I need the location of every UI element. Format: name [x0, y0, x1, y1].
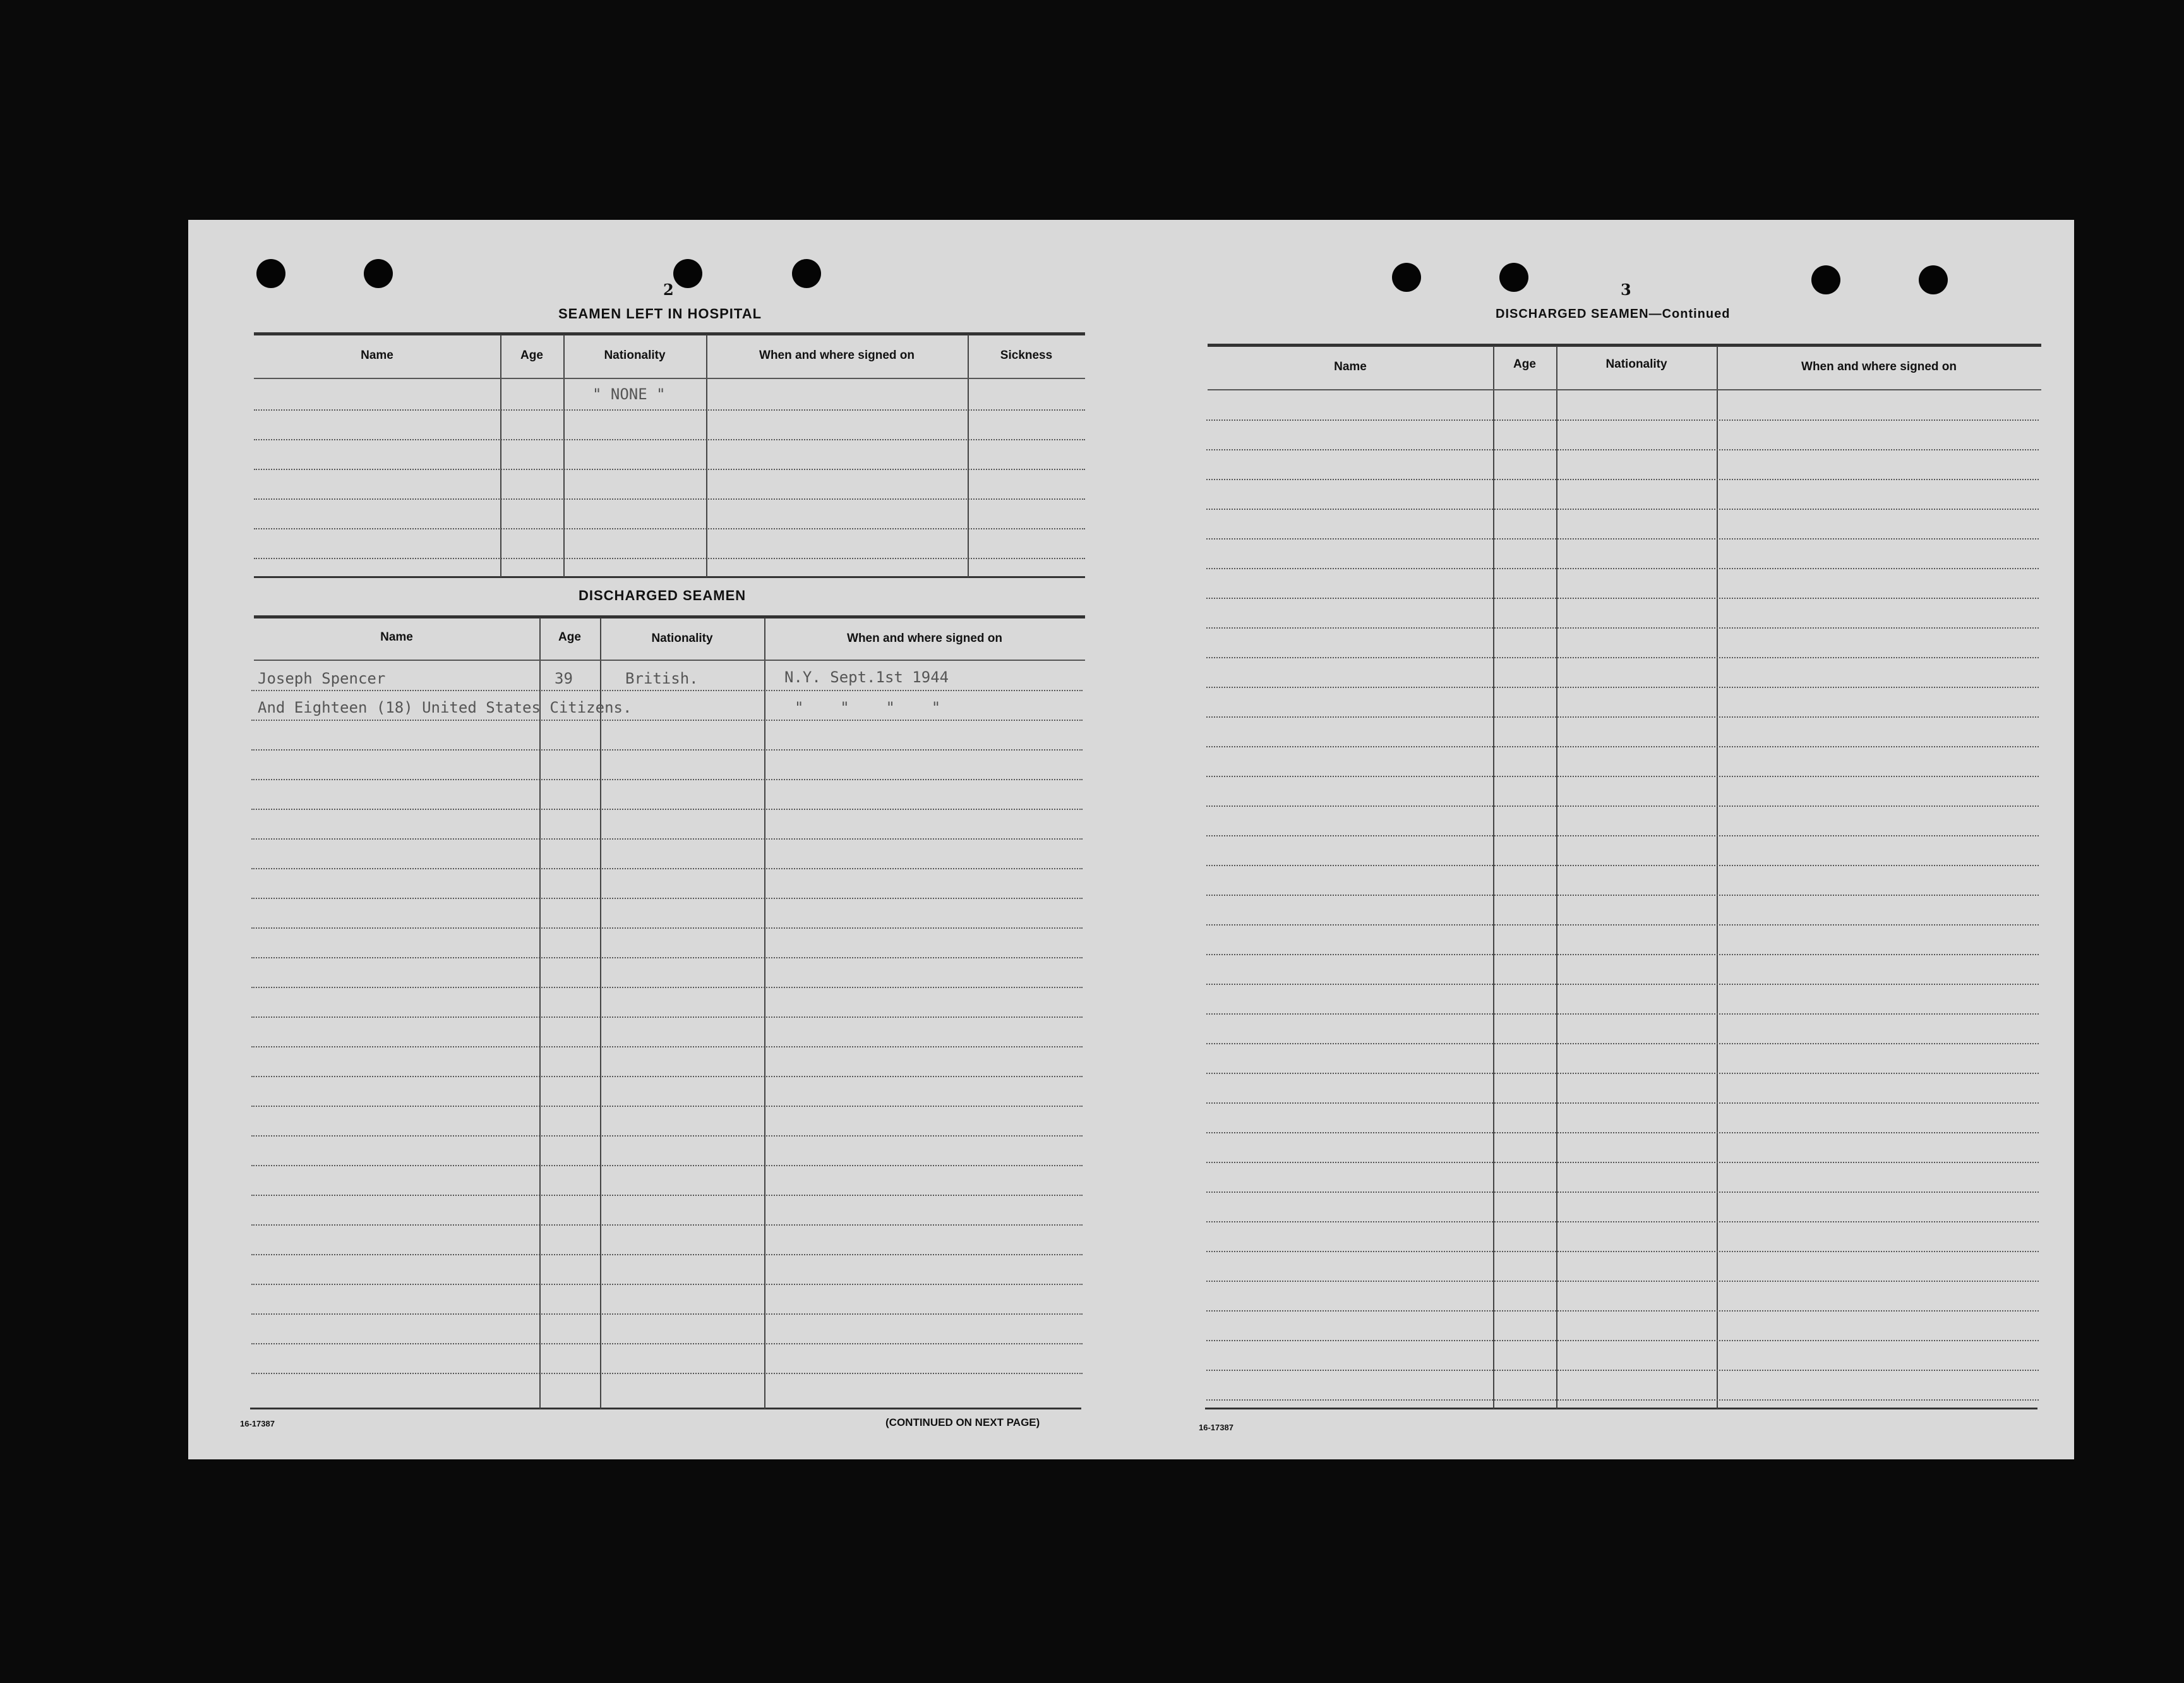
continued-col-signed-on: When and where signed on	[1801, 360, 1957, 373]
table-row-line	[251, 720, 1083, 721]
document-sheet	[188, 220, 2074, 1459]
table-row-line	[1206, 1191, 2039, 1193]
discharged-col-nationality: Nationality	[651, 632, 713, 645]
discharged-section-title: DISCHARGED SEAMEN	[579, 588, 747, 603]
continued-col-nationality: Nationality	[1605, 358, 1667, 371]
table-row-line	[251, 779, 1083, 780]
table-row-line	[1206, 509, 2039, 510]
continued-table-bottom-rule	[1205, 1408, 2037, 1409]
punch-hole	[1392, 263, 1421, 292]
table-row-line	[1206, 835, 2039, 836]
discharged-col-divider	[600, 618, 601, 1409]
table-row-line	[1206, 954, 2039, 955]
discharged-col-divider	[539, 618, 541, 1409]
hospital-col-divider	[500, 335, 501, 577]
table-row-line	[1206, 1221, 2039, 1222]
hospital-row-line	[254, 378, 1085, 379]
table-row-line	[1206, 924, 2039, 926]
hospital-table-top-rule	[254, 332, 1085, 335]
discharged-col-name: Name	[380, 630, 413, 644]
table-row-line	[251, 1284, 1083, 1285]
continued-col-name: Name	[1334, 360, 1367, 373]
hospital-section-title: SEAMEN LEFT IN HOSPITAL	[558, 306, 762, 322]
hospital-entry-none: " NONE "	[592, 385, 666, 403]
hospital-col-name: Name	[361, 349, 393, 362]
hospital-table-bottom-rule	[254, 576, 1085, 578]
table-row-line	[1206, 805, 2039, 807]
discharged-table-top-rule	[254, 615, 1085, 618]
table-row-line	[1206, 598, 2039, 599]
table-row-line	[1206, 419, 2039, 421]
form-number: 16-17387	[240, 1419, 275, 1428]
table-row-line	[1206, 1310, 2039, 1312]
table-row-line	[1206, 984, 2039, 985]
discharged-col-divider	[764, 618, 765, 1409]
table-row-line	[1206, 538, 2039, 540]
hospital-col-nationality: Nationality	[604, 349, 666, 362]
discharged-row-signed-on: " " " "	[795, 699, 941, 716]
table-row-line	[1206, 1073, 2039, 1074]
hospital-col-divider	[706, 335, 707, 577]
table-row-line	[251, 987, 1083, 988]
table-row-line	[1206, 1102, 2039, 1104]
hospital-col-signed-on: When and where signed on	[759, 349, 915, 362]
table-row-line	[1206, 1370, 2039, 1371]
table-row-line	[251, 868, 1083, 869]
hospital-row-line	[254, 409, 1085, 411]
table-row-line	[251, 690, 1083, 691]
punch-hole	[256, 259, 285, 288]
punch-hole	[364, 259, 393, 288]
table-row-line	[251, 749, 1083, 751]
hospital-row-line	[254, 558, 1085, 559]
table-row-line	[251, 1373, 1083, 1374]
table-row-line	[1206, 1251, 2039, 1252]
punch-hole	[1499, 263, 1528, 292]
table-row-line	[1206, 479, 2039, 480]
table-row-line	[251, 1343, 1083, 1344]
table-row-line	[251, 927, 1083, 929]
discharged-col-age: Age	[558, 630, 581, 644]
punch-hole	[1919, 265, 1948, 294]
table-row-line	[1206, 895, 2039, 896]
continued-col-divider	[1717, 346, 1718, 1409]
hospital-col-divider	[968, 335, 969, 577]
table-row-line	[251, 1106, 1083, 1107]
hospital-row-line	[254, 498, 1085, 500]
hospital-col-divider	[563, 335, 565, 577]
hospital-row-line	[254, 528, 1085, 529]
discharged-col-signed-on: When and where signed on	[847, 632, 1002, 645]
table-row-line	[1206, 1281, 2039, 1282]
table-row-line	[251, 809, 1083, 810]
discharged-continued-title: DISCHARGED SEAMEN—Continued	[1496, 307, 1731, 321]
hospital-row-line	[254, 439, 1085, 440]
continued-col-divider	[1556, 346, 1557, 1409]
table-row-line	[251, 1254, 1083, 1255]
table-row-line	[1206, 865, 2039, 866]
discharged-table-bottom-rule	[250, 1408, 1081, 1409]
page-number: 2	[663, 280, 674, 299]
continued-header-line	[1208, 389, 2041, 390]
discharged-row-name: Joseph Spencer	[258, 670, 386, 687]
table-row-line	[1206, 716, 2039, 718]
hospital-col-sickness: Sickness	[1000, 349, 1053, 362]
punch-hole	[792, 259, 821, 288]
table-row-line	[1206, 776, 2039, 777]
table-row-line	[1206, 1013, 2039, 1015]
table-row-line	[1206, 1162, 2039, 1163]
discharged-row-signed-on: N.Y. Sept.1st 1944	[784, 668, 949, 686]
continued-table-top-rule	[1208, 344, 2041, 347]
hospital-col-age: Age	[520, 349, 543, 362]
discharged-row-nationality: British.	[625, 670, 699, 687]
table-row-line	[1206, 1399, 2039, 1401]
table-row-line	[251, 1165, 1083, 1166]
discharged-header-line	[254, 660, 1085, 661]
punch-hole	[673, 259, 702, 288]
table-row-line	[1206, 1132, 2039, 1133]
table-row-line	[251, 957, 1083, 958]
hospital-row-line	[254, 469, 1085, 470]
table-row-line	[251, 1076, 1083, 1077]
table-row-line	[251, 1046, 1083, 1047]
table-row-line	[251, 1313, 1083, 1315]
table-row-line	[1206, 1340, 2039, 1341]
continued-note: (CONTINUED ON NEXT PAGE)	[885, 1416, 1040, 1428]
table-row-line	[1206, 746, 2039, 747]
discharged-row-name: And Eighteen (18) United States Citizens.	[258, 699, 632, 716]
continued-col-divider	[1493, 346, 1494, 1409]
table-row-line	[251, 1135, 1083, 1137]
table-row-line	[251, 1195, 1083, 1196]
table-row-line	[251, 838, 1083, 840]
discharged-row-age: 39	[555, 670, 573, 687]
page-number: 3	[1621, 280, 1631, 299]
table-row-line	[1206, 687, 2039, 688]
table-row-line	[1206, 449, 2039, 450]
table-row-line	[251, 1016, 1083, 1018]
table-row-line	[1206, 568, 2039, 569]
table-row-line	[1206, 1043, 2039, 1044]
continued-col-age: Age	[1513, 358, 1536, 371]
table-row-line	[1206, 627, 2039, 629]
table-row-line	[1206, 657, 2039, 658]
punch-hole	[1811, 265, 1840, 294]
form-number: 16-17387	[1199, 1423, 1233, 1432]
table-row-line	[251, 898, 1083, 899]
table-row-line	[251, 1224, 1083, 1226]
